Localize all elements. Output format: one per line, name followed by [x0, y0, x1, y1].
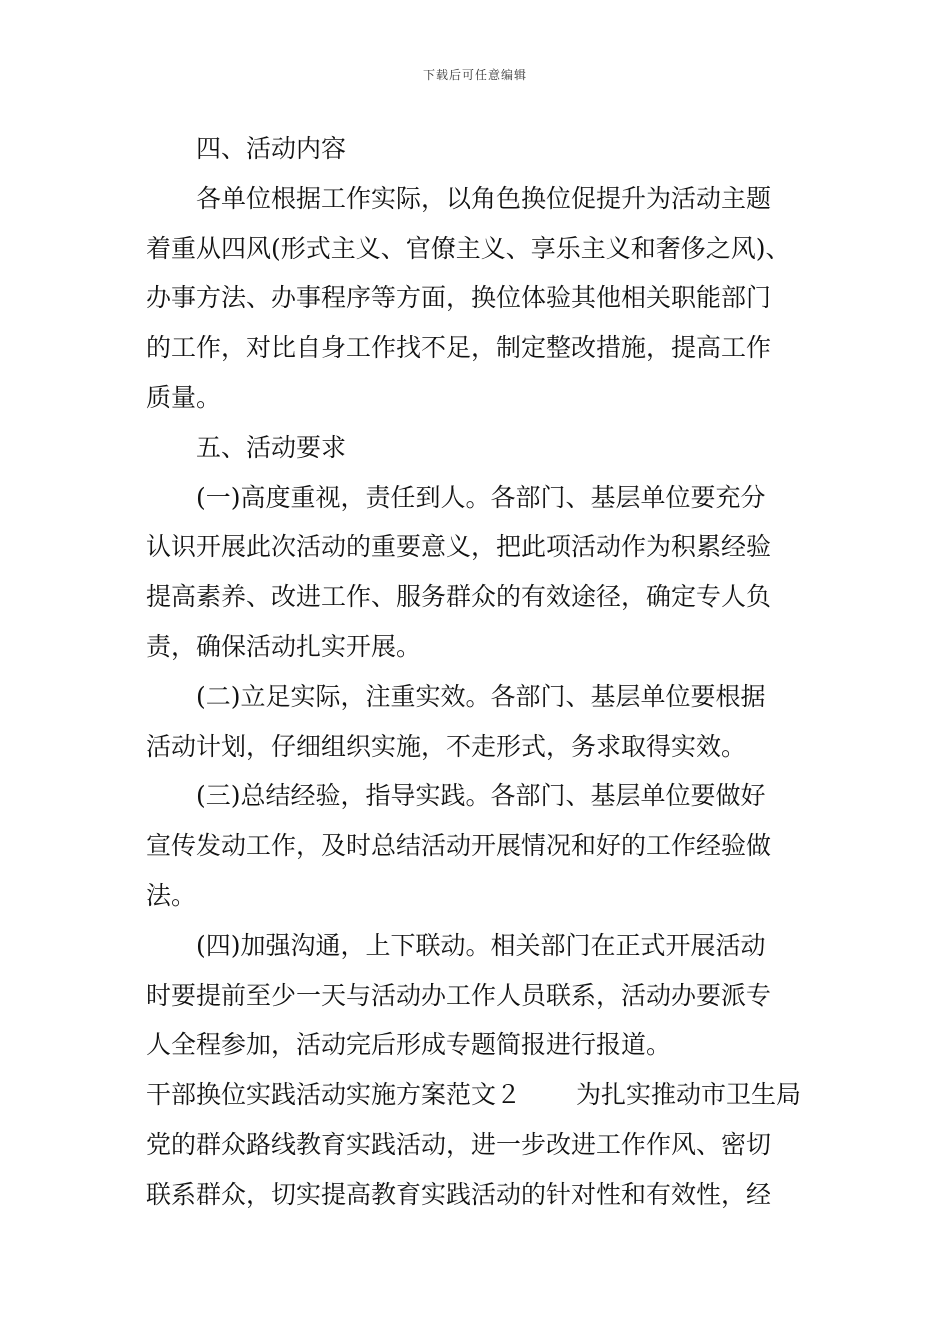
header-note: 下载后可任意编辑: [422, 68, 527, 82]
paragraph-line: 宣传发动工作，及时总结活动开展情况和好的工作经验做: [146, 831, 772, 861]
paragraph-line: 各单位根据工作实际，以角色换位促提升为活动主题: [196, 183, 772, 213]
paragraph-line: 法。: [146, 880, 197, 910]
paragraph-line: 党的群众路线教育实践活动，进一步改进工作作风、密切: [146, 1129, 772, 1159]
paragraph-line: (三)总结经验，指导实践。各部门、基层单位要做好: [196, 781, 766, 811]
doc2-title: 干部换位实践活动实施方案范文２: [146, 1080, 522, 1110]
paragraph-line: (四)加强沟通，上下联动。相关部门在正式开展活动: [196, 930, 766, 960]
paragraph-line: 时要提前至少一天与活动办工作人员联系，活动办要派专: [146, 980, 772, 1010]
section-heading-content: 四、活动内容: [196, 134, 347, 163]
paragraph-line: (二)立足实际，注重实效。各部门、基层单位要根据: [196, 681, 766, 711]
paragraph-line: (一)高度重视，责任到人。各部门、基层单位要充分: [196, 482, 766, 512]
paragraph-line: 着重从四风(形式主义、官僚主义、享乐主义和奢侈之风)、: [146, 233, 791, 263]
paragraph-line: 责，确保活动扎实开展。: [146, 631, 422, 661]
section-heading-requirements: 五、活动要求: [196, 432, 347, 462]
paragraph-line: 联系群众，切实提高教育实践活动的针对性和有效性，经: [146, 1179, 772, 1209]
doc2-first-line: [146, 1070, 826, 1120]
doc2-first-line-text: 为扎实推动市卫生局: [576, 1080, 802, 1110]
paragraph-line: 提高素养、改进工作、服务群众的有效途径，确定专人负: [146, 582, 772, 612]
paragraph-line: 质量。: [146, 382, 222, 412]
paragraph-line: 的工作，对比自身工作找不足，制定整改措施，提高工作: [146, 333, 772, 363]
paragraph-line: 人全程参加，活动完后形成专题简报进行报道。: [146, 1030, 672, 1060]
paragraph-line: 活动计划，仔细组织实施，不走形式，务求取得实效。: [146, 731, 747, 761]
paragraph-line: 认识开展此次活动的重要意义，把此项活动作为积累经验: [146, 532, 772, 562]
paragraph-line: 办事方法、办事程序等方面，换位体验其他相关职能部门: [146, 283, 772, 313]
document-body: [146, 124, 826, 1220]
